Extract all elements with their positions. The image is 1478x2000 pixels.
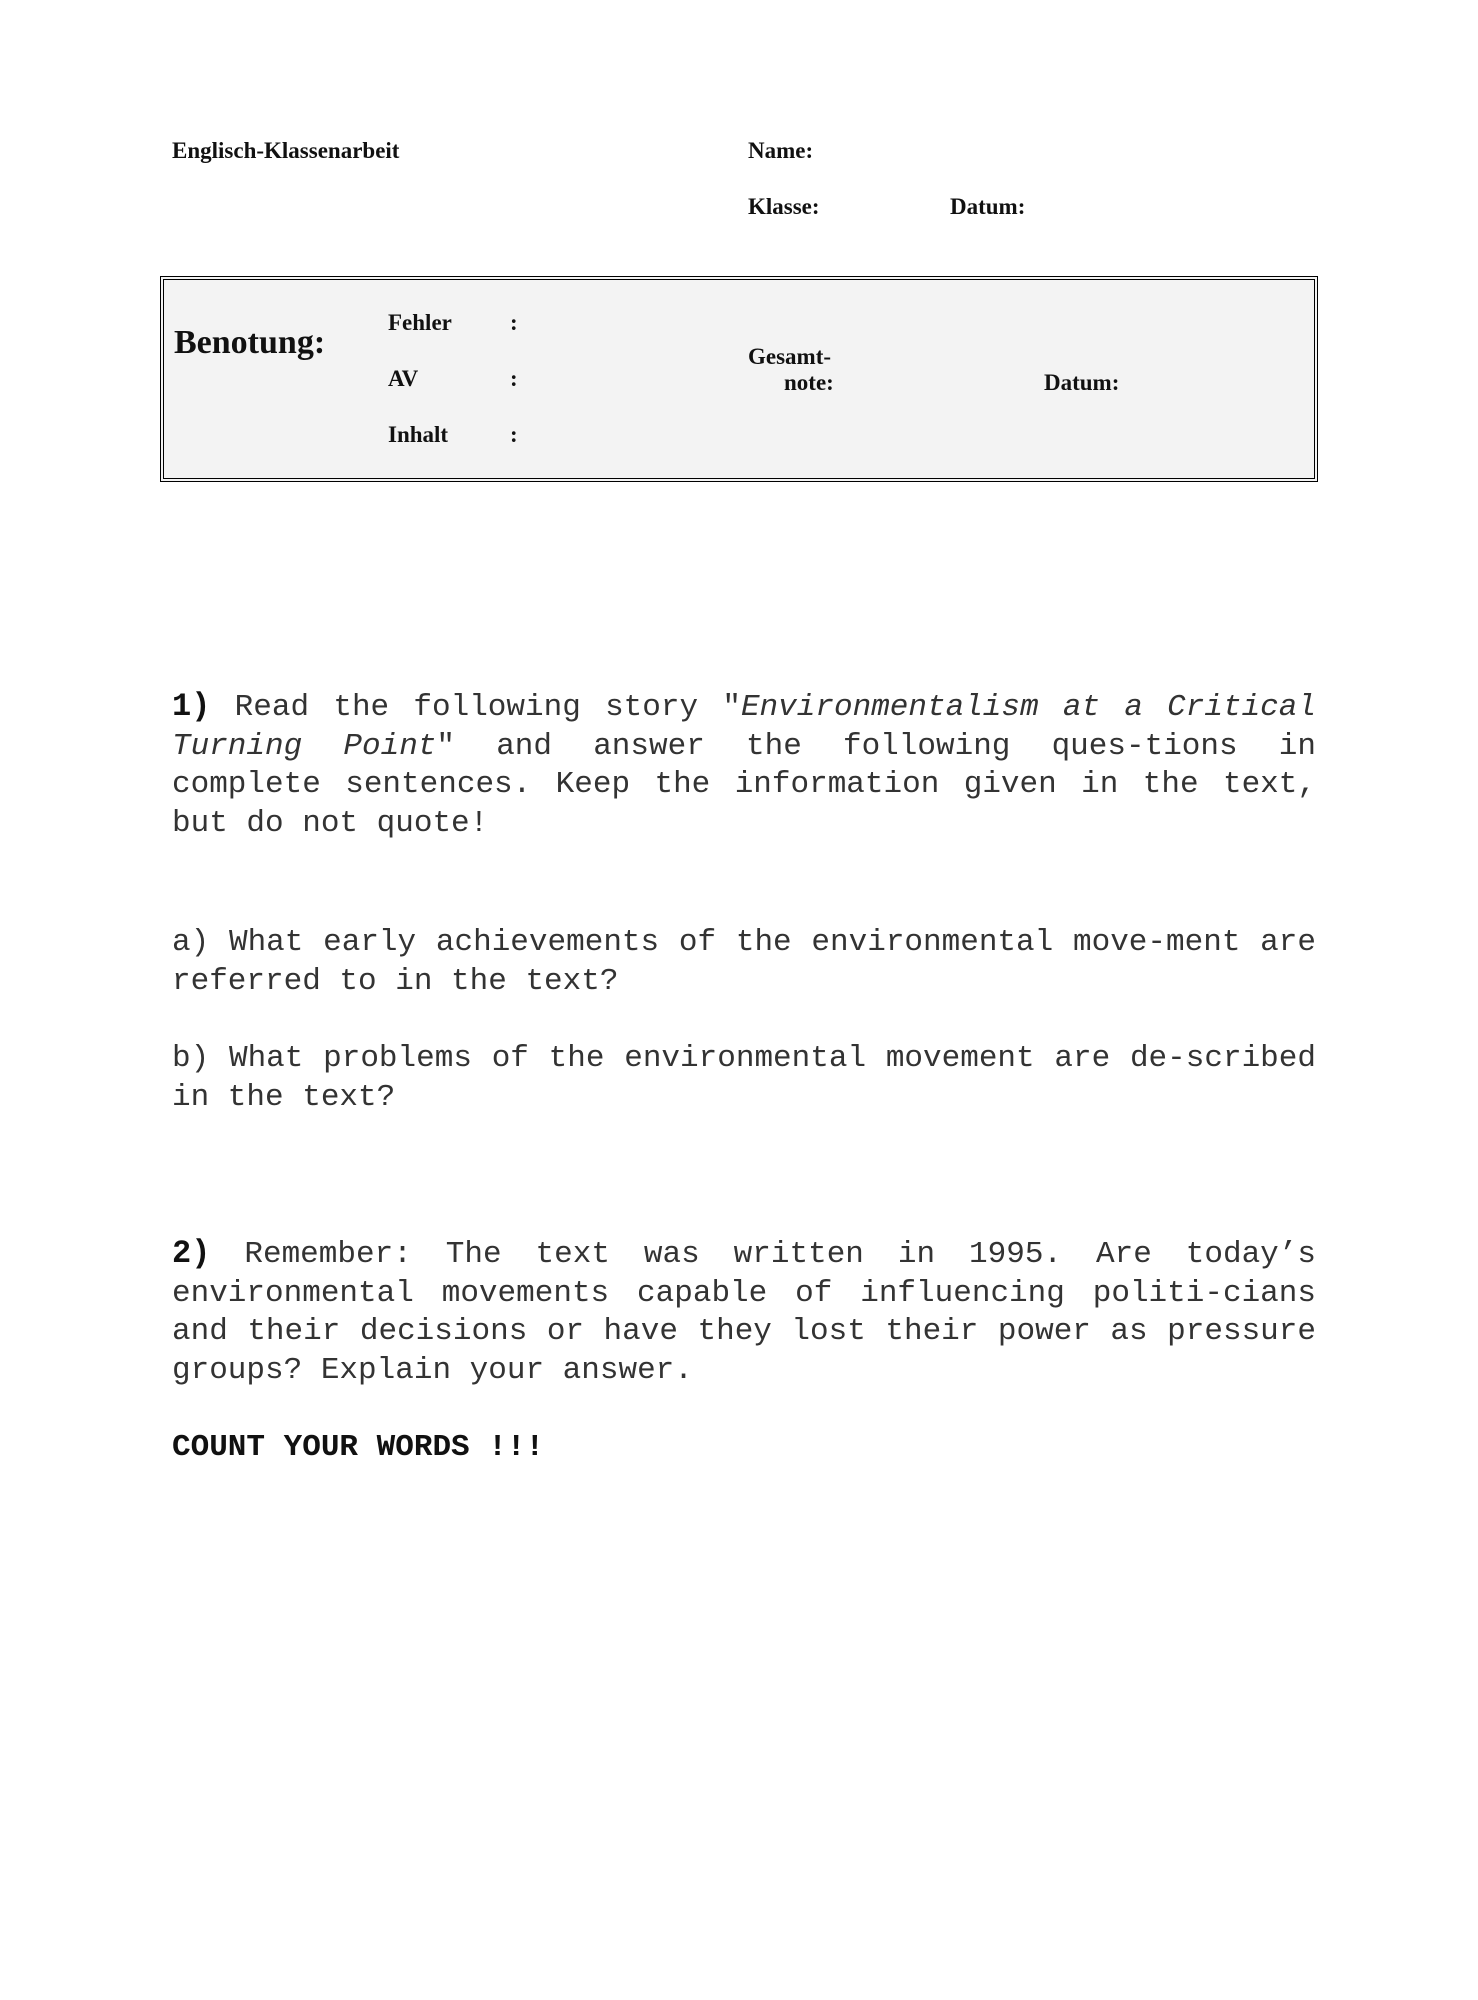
grading-date-label: Datum: [1044, 370, 1120, 395]
exam-title: Englisch-Klassenarbeit [172, 138, 400, 163]
task-2 [172, 1235, 1316, 1390]
errors-label: Fehler [388, 310, 452, 335]
task-2-number: 2) [172, 1235, 211, 1272]
av-label: AV [388, 366, 419, 391]
overall-grade-label-line2: note: [784, 370, 834, 395]
name-label: Name: [748, 138, 814, 163]
word-count-reminder: COUNT YOUR WORDS !!! [172, 1430, 545, 1465]
task-1a: a) What early achievements of the environmental move-ment are referred to in the text? [172, 925, 1316, 999]
task-1 [172, 688, 1316, 843]
task-1-number: 1) [172, 688, 211, 725]
content-colon: : [510, 422, 518, 447]
class-label: Klasse: [748, 194, 820, 219]
task-1b: b) What problems of the environmental movement are de-scribed in the text? [172, 1041, 1316, 1115]
task-1-text-before: Read the following story " [234, 690, 741, 725]
grading-box [160, 276, 1318, 482]
task-2-text: Remember: The text was written in 1995. Are today’s environmental movements capable of influencing politi-cians and their decisions or have they lost their power as pressure groups? Explain your answer. [172, 1237, 1316, 1388]
date-label: Datum: [950, 194, 1026, 219]
story-title: Environmentalism at a Critical Turning Point [172, 690, 1316, 764]
av-colon: : [510, 366, 518, 391]
task-1-text-after: " and answer the following ques-tions in complete sentences. Keep the information given in the text, but do not quote! [172, 728, 1316, 841]
grading-heading: Benotung: [174, 324, 326, 361]
content-label: Inhalt [388, 422, 449, 447]
errors-colon: : [510, 310, 518, 335]
overall-grade-label-line1: Gesamt- [748, 344, 832, 369]
